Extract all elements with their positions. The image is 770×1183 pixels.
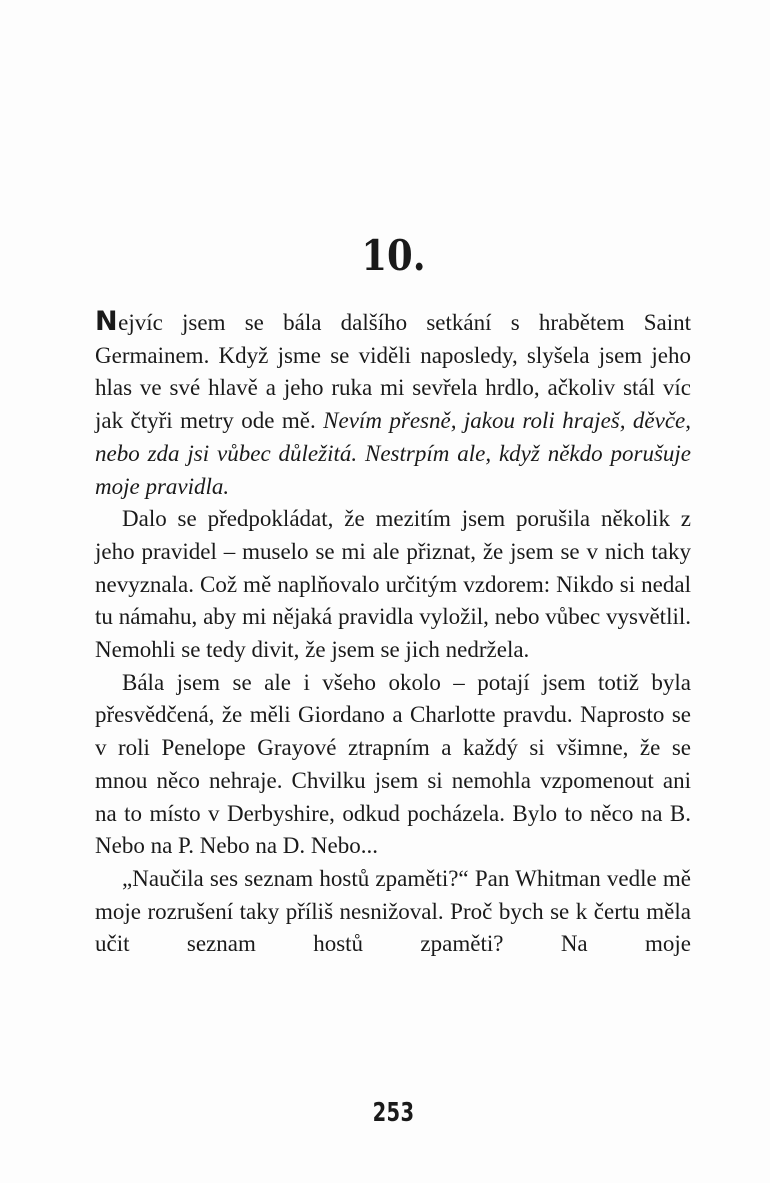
italic-inner-voice-text: Nevím přesně, jakou roli hraješ, děvče, nebo zda jsi vůbec důležitá. Nestrpím ale, když někdo porušuje moje pravidla. (95, 408, 692, 499)
page-number: 253 (372, 1098, 415, 1128)
paragraph-4: „Naučila ses seznam hostů zpaměti?“ Pan Whitman vedle mě moje rozrušení taky příliš nesnižoval. Proč bych se k čertu měla učit seznam hostů zpaměti? Na moje (95, 865, 691, 957)
paragraph-3: Bála jsem se ale i všeho okolo – potají jsem totiž byla přesvědčená, že měli Giordano a Charlotte pravdu. Naprosto se v roli Penelope Grayové ztrapním a každý si všimne, že se mnou něco nehraje. Chvilku jsem si nemohla vzpomenout ani na to místo v Derbyshire, odkud pocházela. Bylo to něco na B. Nebo na P. Nebo na D. Nebo... (95, 669, 691, 859)
body-text (95, 306, 691, 961)
opening-paragraph-text: ejvíc jsem se bála dalšího setkání s hrabětem Saint Germainem. Když jsme se viděli naposledy, slyšela jsem jeho hlas ve své hlavě a jeho ruka mi sevřela hrdlo, ačkoliv stál víc jak čtyři metry ode mě. (95, 310, 691, 434)
initial-letter: N (95, 306, 119, 337)
chapter-heading: 10. (361, 231, 426, 280)
paragraph-2: Dalo se předpokládat, že mezitím jsem porušila několik z jeho pravidel – muselo se mi ale přiznat, že jsem se v nich taky nevyznala. Což mě naplňovalo určitým vzdorem: Nikdo si nedal tu námahu, aby mi nějaká pravidla vyložil, nebo vůbec vysvětlil. Nemohli se tedy divit, že jsem se jich nedržela. (95, 506, 691, 663)
opening-paragraph (95, 306, 691, 503)
